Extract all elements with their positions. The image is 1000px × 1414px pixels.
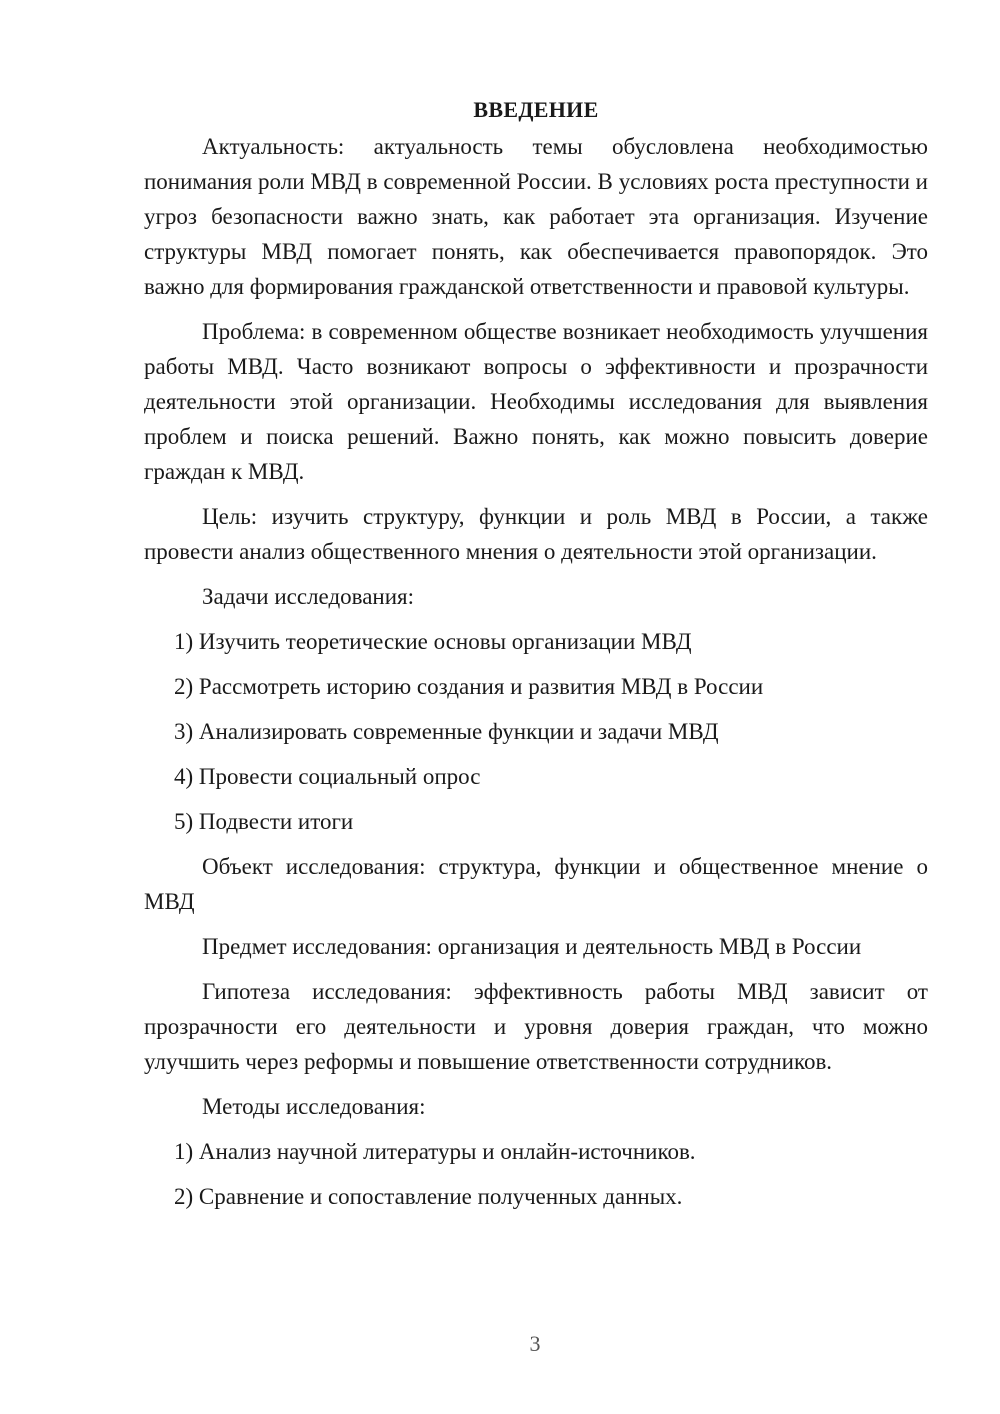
paragraph-subject: Предмет исследования: организация и деятельность МВД в России (202, 934, 862, 959)
list-item: 1) Анализ научной литературы и онлайн-источников. (174, 1139, 696, 1164)
tasks-list (144, 624, 928, 839)
section-title: ВВЕДЕНИЕ (473, 97, 599, 122)
paragraph-hypothesis: Гипотеза исследования: эффективность работы МВД зависит от прозрачности его деятельности и уровня доверия граждан, что можно улучшить через реформы и повышение ответственности сотрудников. (144, 979, 928, 1074)
document-body (144, 92, 928, 1224)
paragraph-problem: Проблема: в современном обществе возникает необходимость улучшения работы МВД. Часто возникают вопросы о эффективности и прозрачности деятельности этой организации. Необходимы исследования для выявления проблем и поиска решений. Важно понять, как можно повысить доверие граждан к МВД. (144, 319, 928, 484)
list-item: 3) Анализировать современные функции и задачи МВД (174, 719, 719, 744)
list-item: 2) Рассмотреть историю создания и развития МВД в России (174, 674, 764, 699)
paragraph-relevance: Актуальность: актуальность темы обусловлена необходимостью понимания роли МВД в современной России. В условиях роста преступности и угроз безопасности важно знать, как работает эта организация. Изучение структуры МВД помогает понять, как обеспечивается правопорядок. Это важно для формирования гражданской ответственности и правовой культуры. (144, 134, 928, 299)
paragraph-object: Объект исследования: структура, функции и общественное мнение о МВД (144, 854, 928, 914)
list-item: 5) Подвести итоги (174, 809, 354, 834)
paragraph-goal: Цель: изучить структуру, функции и роль МВД в России, а также провести анализ общественного мнения о деятельности этой организации. (144, 504, 928, 564)
list-item: 4) Провести социальный опрос (174, 764, 481, 789)
methods-list (144, 1134, 928, 1214)
page-number: 3 (529, 1331, 541, 1356)
tasks-heading: Задачи исследования: (202, 584, 415, 609)
methods-heading: Методы исследования: (202, 1094, 426, 1119)
list-item: 2) Сравнение и сопоставление полученных данных. (174, 1184, 683, 1209)
list-item: 1) Изучить теоретические основы организации МВД (174, 629, 692, 654)
